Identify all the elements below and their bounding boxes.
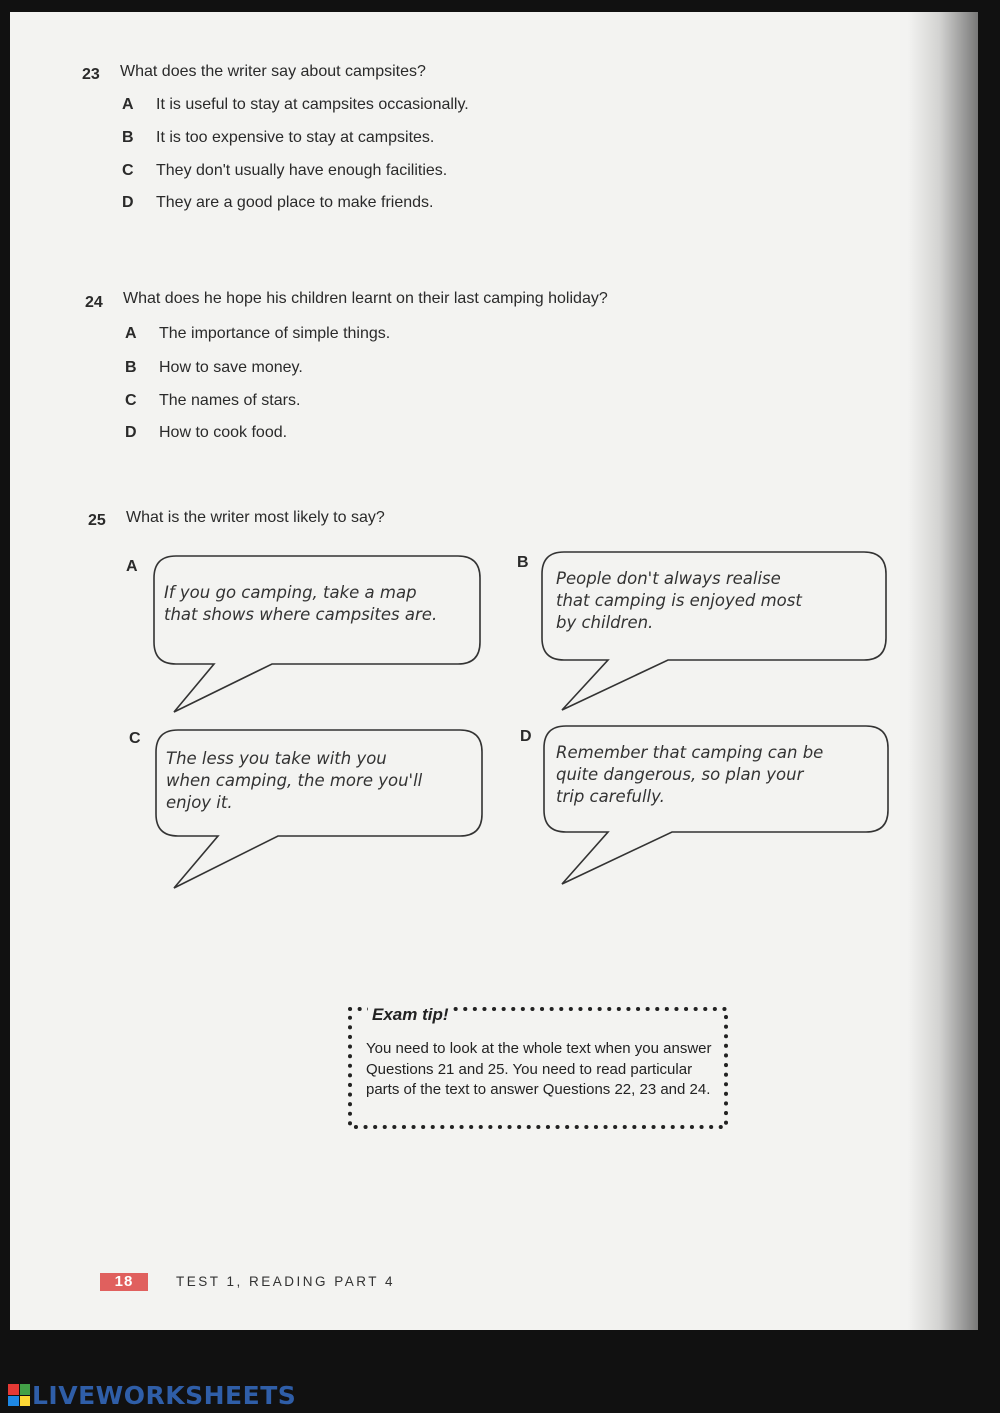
question-number: 25 xyxy=(88,512,106,529)
bubble-letter-b: B xyxy=(517,554,529,571)
bubble-quote: If you go camping, take a map that shows where campsites are. xyxy=(164,583,438,624)
option-23-c[interactable]: C They don't usually have enough facilities. xyxy=(122,162,448,179)
liveworksheets-logo xyxy=(8,1380,296,1410)
option-24-b[interactable]: B How to save money. xyxy=(125,359,303,376)
speech-bubble-c[interactable] xyxy=(154,728,484,890)
exam-tip-box xyxy=(348,1007,730,1131)
brand-square xyxy=(20,1396,31,1407)
exam-tip-body: You need to look at the whole text when you answer Questions 21 and 25. You need to read particular parts of the text to answer Questions 22, 23 and 24. xyxy=(366,1040,712,1098)
bubble-letter-c: C xyxy=(129,730,141,747)
bubble-quote: People don't always realise that camping is enjoyed most by children. xyxy=(556,569,802,632)
bubble-quote: The less you take with you when camping, the more you'll enjoy it. xyxy=(166,749,423,812)
speech-bubble-shape xyxy=(152,554,482,714)
option-24-a[interactable]: A The importance of simple things. xyxy=(125,325,391,342)
brand-square xyxy=(20,1384,31,1395)
brand-square xyxy=(8,1396,19,1407)
page-number: 18 xyxy=(100,1273,148,1291)
question-number: 24 xyxy=(85,294,103,311)
option-23-d[interactable]: D They are a good place to make friends. xyxy=(122,194,434,211)
speech-bubble-a[interactable] xyxy=(152,554,482,714)
speech-bubble-d[interactable] xyxy=(542,724,890,886)
question-text: What does he hope his children learnt on their last camping holiday? xyxy=(123,290,608,307)
book-gutter-shadow xyxy=(908,12,978,1330)
option-24-c[interactable]: C The names of stars. xyxy=(125,392,301,409)
option-23-b[interactable]: B It is too expensive to stay at campsites. xyxy=(122,129,435,146)
option-23-a[interactable]: A It is useful to stay at campsites occasionally. xyxy=(122,96,469,113)
question-number: 23 xyxy=(82,66,100,83)
bubble-letter-a: A xyxy=(126,558,138,575)
speech-bubble-b[interactable] xyxy=(540,550,888,712)
question-text: What is the writer most likely to say? xyxy=(126,509,385,526)
worksheet-page xyxy=(10,12,978,1330)
bubble-letter-d: D xyxy=(520,728,532,745)
brand-name: LIVEWORKSHEETS xyxy=(32,1380,297,1410)
option-24-d[interactable]: D How to cook food. xyxy=(125,424,288,441)
question-text: What does the writer say about campsites? xyxy=(120,63,426,80)
bubble-quote: Remember that camping can be quite dangerous, so plan your trip carefully. xyxy=(556,743,824,806)
brand-square xyxy=(8,1384,19,1395)
exam-tip-title: Exam tip! xyxy=(368,1005,453,1025)
section-label: TEST 1, READING PART 4 xyxy=(176,1274,396,1289)
brand-squares-icon xyxy=(8,1384,30,1406)
